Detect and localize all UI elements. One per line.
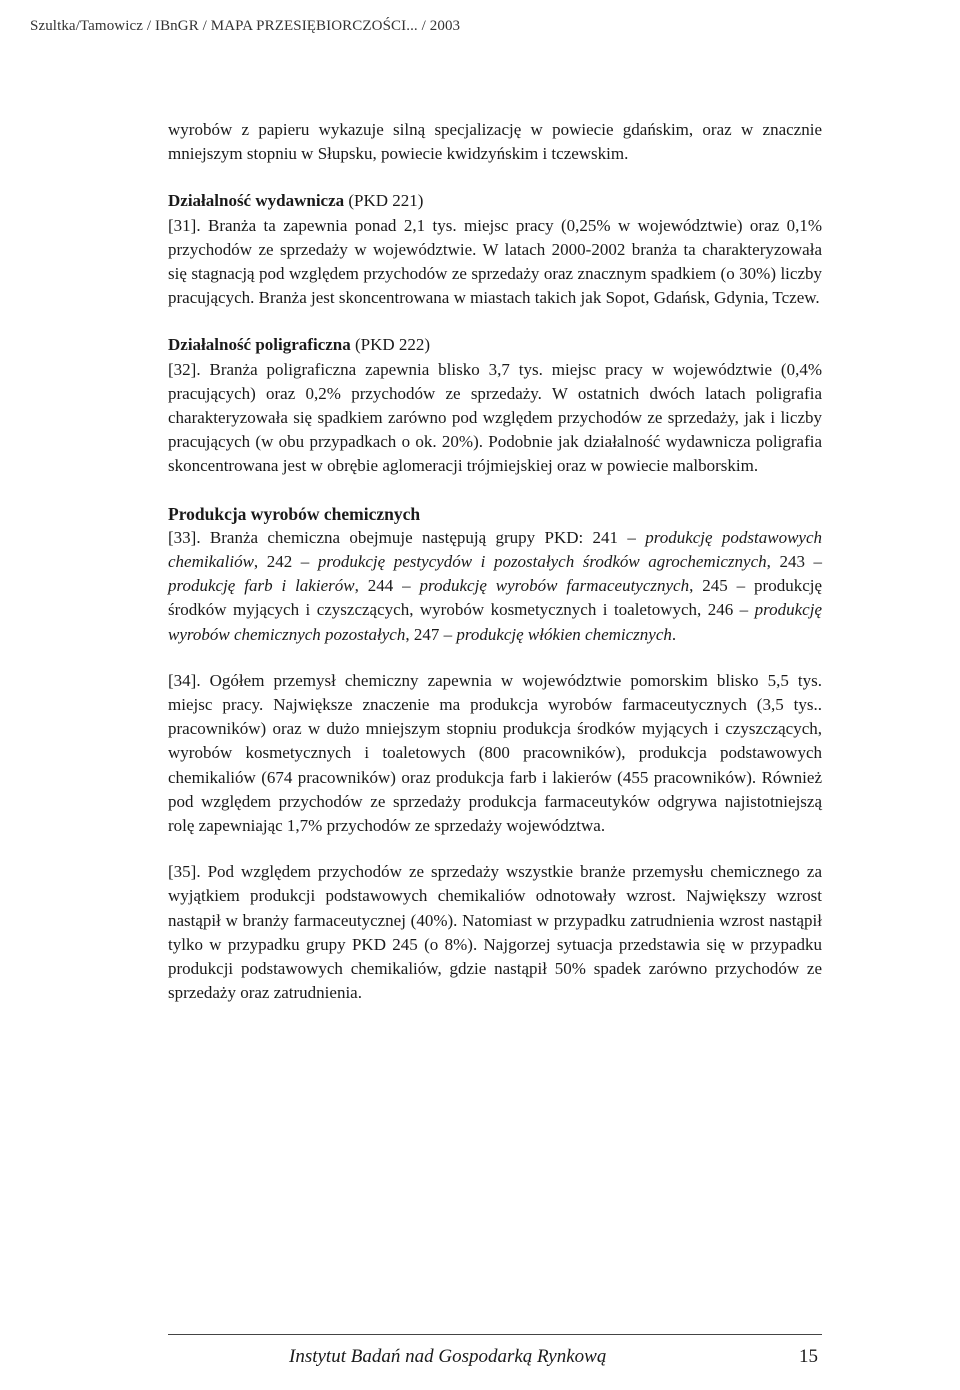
heading-code: (PKD 222) <box>354 335 431 355</box>
section-heading-printing <box>168 333 822 357</box>
page-number: 15 <box>799 1346 818 1367</box>
footer-divider <box>168 1334 822 1335</box>
paragraph-33 <box>168 526 822 647</box>
text-run: , 247 – <box>405 624 457 644</box>
footer-institute: Instytut Badań nad Gospodarką Rynkową <box>289 1346 607 1367</box>
paragraph-32: [32]. Branża poligraficzna zapewnia blisko 3,7 tys. miejsc pracy w województwie (0,4% pracujących) oraz 0,2% przychodów ze sprzedaży. W ostatnich dwóch latach poligrafia charakteryzowała się spadkiem zarówno pod względem przychodów ze sprzedaży, jak i liczby pracujących (w obu przypadkach o ok. 20%). Podobnie jak działalność wydawnicza poligrafia skoncentrowana jest w obrębie aglomeracji trójmiejskiej oraz w powiecie malborskim. <box>168 359 822 476</box>
italic-run: produkcję wyrobów farmaceutycznych <box>419 576 690 596</box>
paragraph-intro: wyrobów z papieru wykazuje silną specjalizację w powiecie gdańskim, oraz w znacznie mniejszym stopniu w Słupsku, powiecie kwidzyńskim i tczewskim. <box>168 120 822 164</box>
section-heading-publishing <box>168 189 822 213</box>
italic-run: produkcję włókien chemicznych <box>456 624 672 644</box>
heading-title: Działalność wydawnicza <box>168 191 345 211</box>
text-run: , 242 – <box>253 552 318 572</box>
heading-title: Działalność poligraficzna <box>168 335 351 355</box>
paragraph-34: [34]. Ogółem przemysł chemiczny zapewnia w województwie pomorskim blisko 5,5 tys. miejsc pracy. Największe znaczenie ma produkcja wyrobów farmaceutycznych (3,5 tys.. pracowników) oraz w dużo mniejszym stopniu produkcja środków myjących i czyszczących, wyrobów kosmetycznych i toaletowych (800 pracowników), produkcja podstawowych chemikaliów (674 pracowników) oraz produkcja farb i lakierów (455 pracowników). Również pod względem przychodów ze sprzedaży produkcja farmaceutyków odgrywa najistotniejszą rolę zapewniając 1,7% przychodów ze sprzedaży województwa. <box>168 670 822 836</box>
text-run: . <box>671 624 677 644</box>
document-body <box>168 118 822 1006</box>
section-heading-chemicals: Produkcja wyrobów chemicznych <box>168 503 421 524</box>
italic-run: produkcję wyrobów chemicznych pozostałych <box>168 600 822 644</box>
running-header: Szultka/Tamowicz / IBnGR / MAPA PRZESIĘBIORCZOŚCI... / 2003 <box>30 18 461 34</box>
italic-run: produkcję podstawowych chemikaliów <box>168 527 823 572</box>
heading-code: (PKD 221) <box>348 191 424 211</box>
text-run: [33]. Branża chemiczna obejmuje następują grupy PKD: 241 – <box>168 527 646 547</box>
text-run: , 244 – <box>354 576 420 596</box>
paragraph-31: [31]. Branża ta zapewnia ponad 2,1 tys. miejsc pracy (0,25% w województwie) oraz 0,1% przychodów ze sprzedaży w województwie. W latach 2000-2002 branża ta charakteryzowała się stagnacją pod względem przychodów ze sprzedaży oraz znacznym spadkiem (o 30%) liczby pracujących. Branża jest skoncentrowana w miastach takich jak Sopot, Gdańsk, Gdynia, Tczew. <box>168 215 822 308</box>
text-run: , 245 – produkcję środków myjących i czyszczących, wyrobów kosmetycznych i toaletowych, 246 – <box>168 576 823 620</box>
paragraph-35: [35]. Pod względem przychodów ze sprzedaży wszystkie branże przemysłu chemicznego za wyjątkiem produkcji podstawowych chemikaliów odnotowały wzrost. Największy wzrost nastąpił w branży farmaceutycznej (40%). Natomiast w przypadku zatrudnienia wzrost nastąpił tylko w przypadku grupy PKD 245 (o 8%). Najgorzej sytuacja przedstawia się w przypadku produkcji podstawowych chemikaliów, gdzie nastąpił 50% spadek zarówno przychodów ze sprzedaży oraz zatrudnienia. <box>168 862 822 1003</box>
italic-run: produkcję pestycydów i pozostałych środków agrochemicznych <box>317 552 767 572</box>
text-run: , 243 – <box>766 552 823 572</box>
italic-run: produkcję farb i lakierów <box>168 576 355 596</box>
